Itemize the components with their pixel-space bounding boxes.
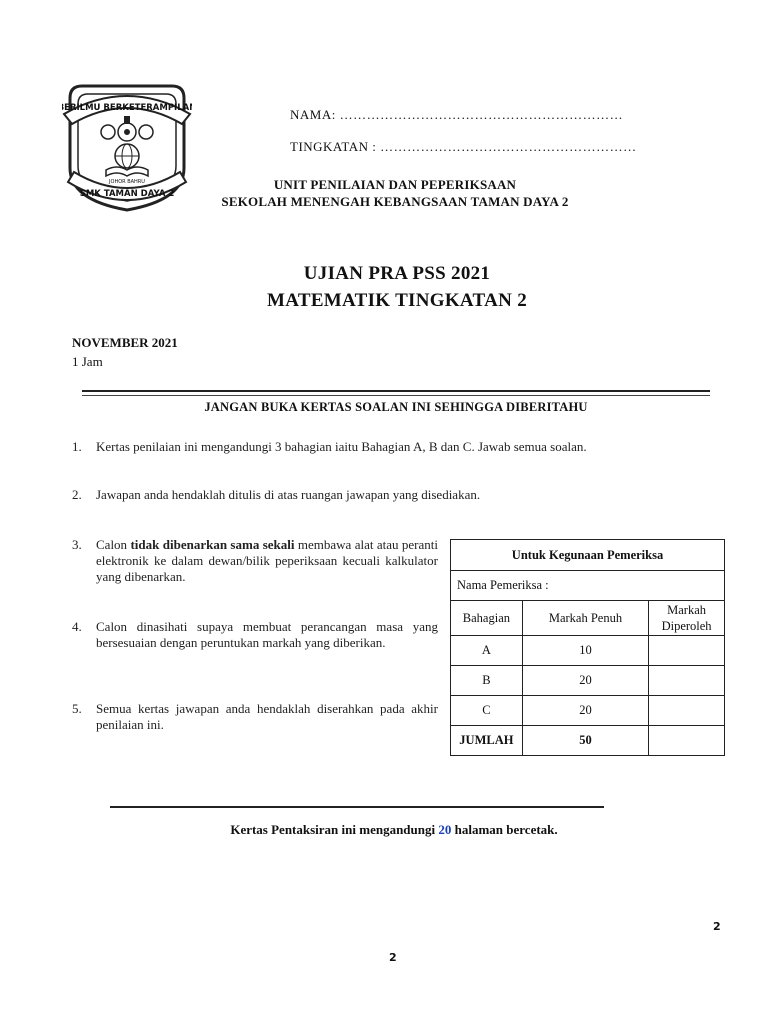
- instruction-text: Semua kertas jawapan anda hendaklah diserahkan pada akhir penilaian ini.: [96, 701, 438, 732]
- unit-title-line1: UNIT PENILAIAN DAN PEPERIKSAAN: [273, 177, 517, 192]
- instruction-item: [72, 701, 442, 737]
- instruction-emphasis: tidak dibenarkan sama sekali: [130, 537, 295, 552]
- instruction-text: [96, 537, 438, 585]
- section-cell: B: [451, 666, 523, 696]
- obtained-marks-cell[interactable]: [649, 666, 725, 696]
- instruction-text-post: membawa alat atau peranti elektronik ke dalam dewan/bilik peperiksaan kecuali kalkulator yang dibenarkan.: [96, 537, 438, 584]
- crest-top-text: BERILMU BERKETERAMPILAN: [62, 103, 192, 113]
- instruction-text: Kertas penilaian ini mengandungi 3 bahagian iaitu Bahagian A, B dan C. Jawab semua soalan.: [96, 439, 587, 454]
- total-label: JUMLAH: [451, 726, 523, 756]
- column-header-full-marks: Markah Penuh: [522, 601, 648, 636]
- footer-divider: [110, 806, 604, 808]
- page-number-bottom: 2: [389, 951, 397, 964]
- instruction-number: 2.: [72, 487, 82, 502]
- full-marks-cell: 20: [522, 696, 648, 726]
- divider-thick: [82, 390, 710, 392]
- page-count-note: [110, 822, 678, 838]
- section-cell: A: [451, 636, 523, 666]
- instruction-number: 4.: [72, 619, 82, 634]
- page-number-right: 2: [713, 920, 721, 933]
- instruction-number: 1.: [72, 439, 82, 454]
- exam-duration: 1 Jam: [72, 354, 103, 369]
- page-count-value: 20: [438, 822, 452, 837]
- instruction-item: [72, 619, 442, 671]
- examiner-table-title: Untuk Kegunaan Pemeriksa: [451, 540, 725, 571]
- full-marks-cell: 10: [522, 636, 648, 666]
- instruction-number: 3.: [72, 537, 82, 552]
- obtained-marks-cell[interactable]: [649, 696, 725, 726]
- table-row: [451, 636, 725, 666]
- class-field-label: TINGKATAN : …………………………………………………: [290, 139, 637, 154]
- divider-thin: [82, 395, 710, 396]
- exam-subject: MATEMATIK TINGKATAN 2: [267, 290, 527, 311]
- unit-title-line2: SEKOLAH MENENGAH KEBANGSAAN TAMAN DAYA 2: [221, 194, 569, 209]
- full-marks-cell: 20: [522, 666, 648, 696]
- instruction-text: Jawapan anda hendaklah ditulis di atas ruangan jawapan yang disediakan.: [96, 487, 481, 502]
- school-crest-icon: [62, 80, 192, 215]
- total-row: [451, 726, 725, 756]
- page-count-pre: Kertas Pentaksiran ini mengandungi: [230, 822, 439, 837]
- warning-notice: JANGAN BUKA KERTAS SOALAN INI SEHINGGA DIBERITAHU: [204, 400, 588, 414]
- instruction-number: 5.: [72, 701, 82, 716]
- obtained-marks-cell[interactable]: [649, 636, 725, 666]
- examiner-table: [450, 539, 725, 756]
- table-row: [451, 696, 725, 726]
- instruction-item: [72, 537, 442, 589]
- column-header-section: Bahagian: [451, 601, 523, 636]
- total-obtained-marks[interactable]: [649, 726, 725, 756]
- exam-title: UJIAN PRA PSS 2021: [303, 263, 491, 284]
- table-row: [451, 666, 725, 696]
- total-full-marks: 50: [522, 726, 648, 756]
- column-header-obtained-marks: Markah Diperoleh: [649, 601, 725, 636]
- page-count-post: halaman bercetak.: [451, 822, 558, 837]
- instruction-text: Calon dinasihati supaya membuat perancangan masa yang bersesuaian dengan peruntukan markah yang diberikan.: [96, 619, 438, 650]
- instruction-item: [72, 439, 732, 459]
- instruction-item: [72, 487, 732, 507]
- instruction-text-pre: Calon: [96, 537, 131, 552]
- section-cell: C: [451, 696, 523, 726]
- examiner-name-field[interactable]: Nama Pemeriksa :: [451, 571, 725, 601]
- crest-city-text: JOHOR BAHRU: [109, 179, 145, 185]
- name-field-label: NAMA: ………………………………………………………: [290, 107, 624, 122]
- exam-month: NOVEMBER 2021: [72, 335, 178, 350]
- crest-bottom-text: SMK TAMAN DAYA 2: [79, 189, 175, 199]
